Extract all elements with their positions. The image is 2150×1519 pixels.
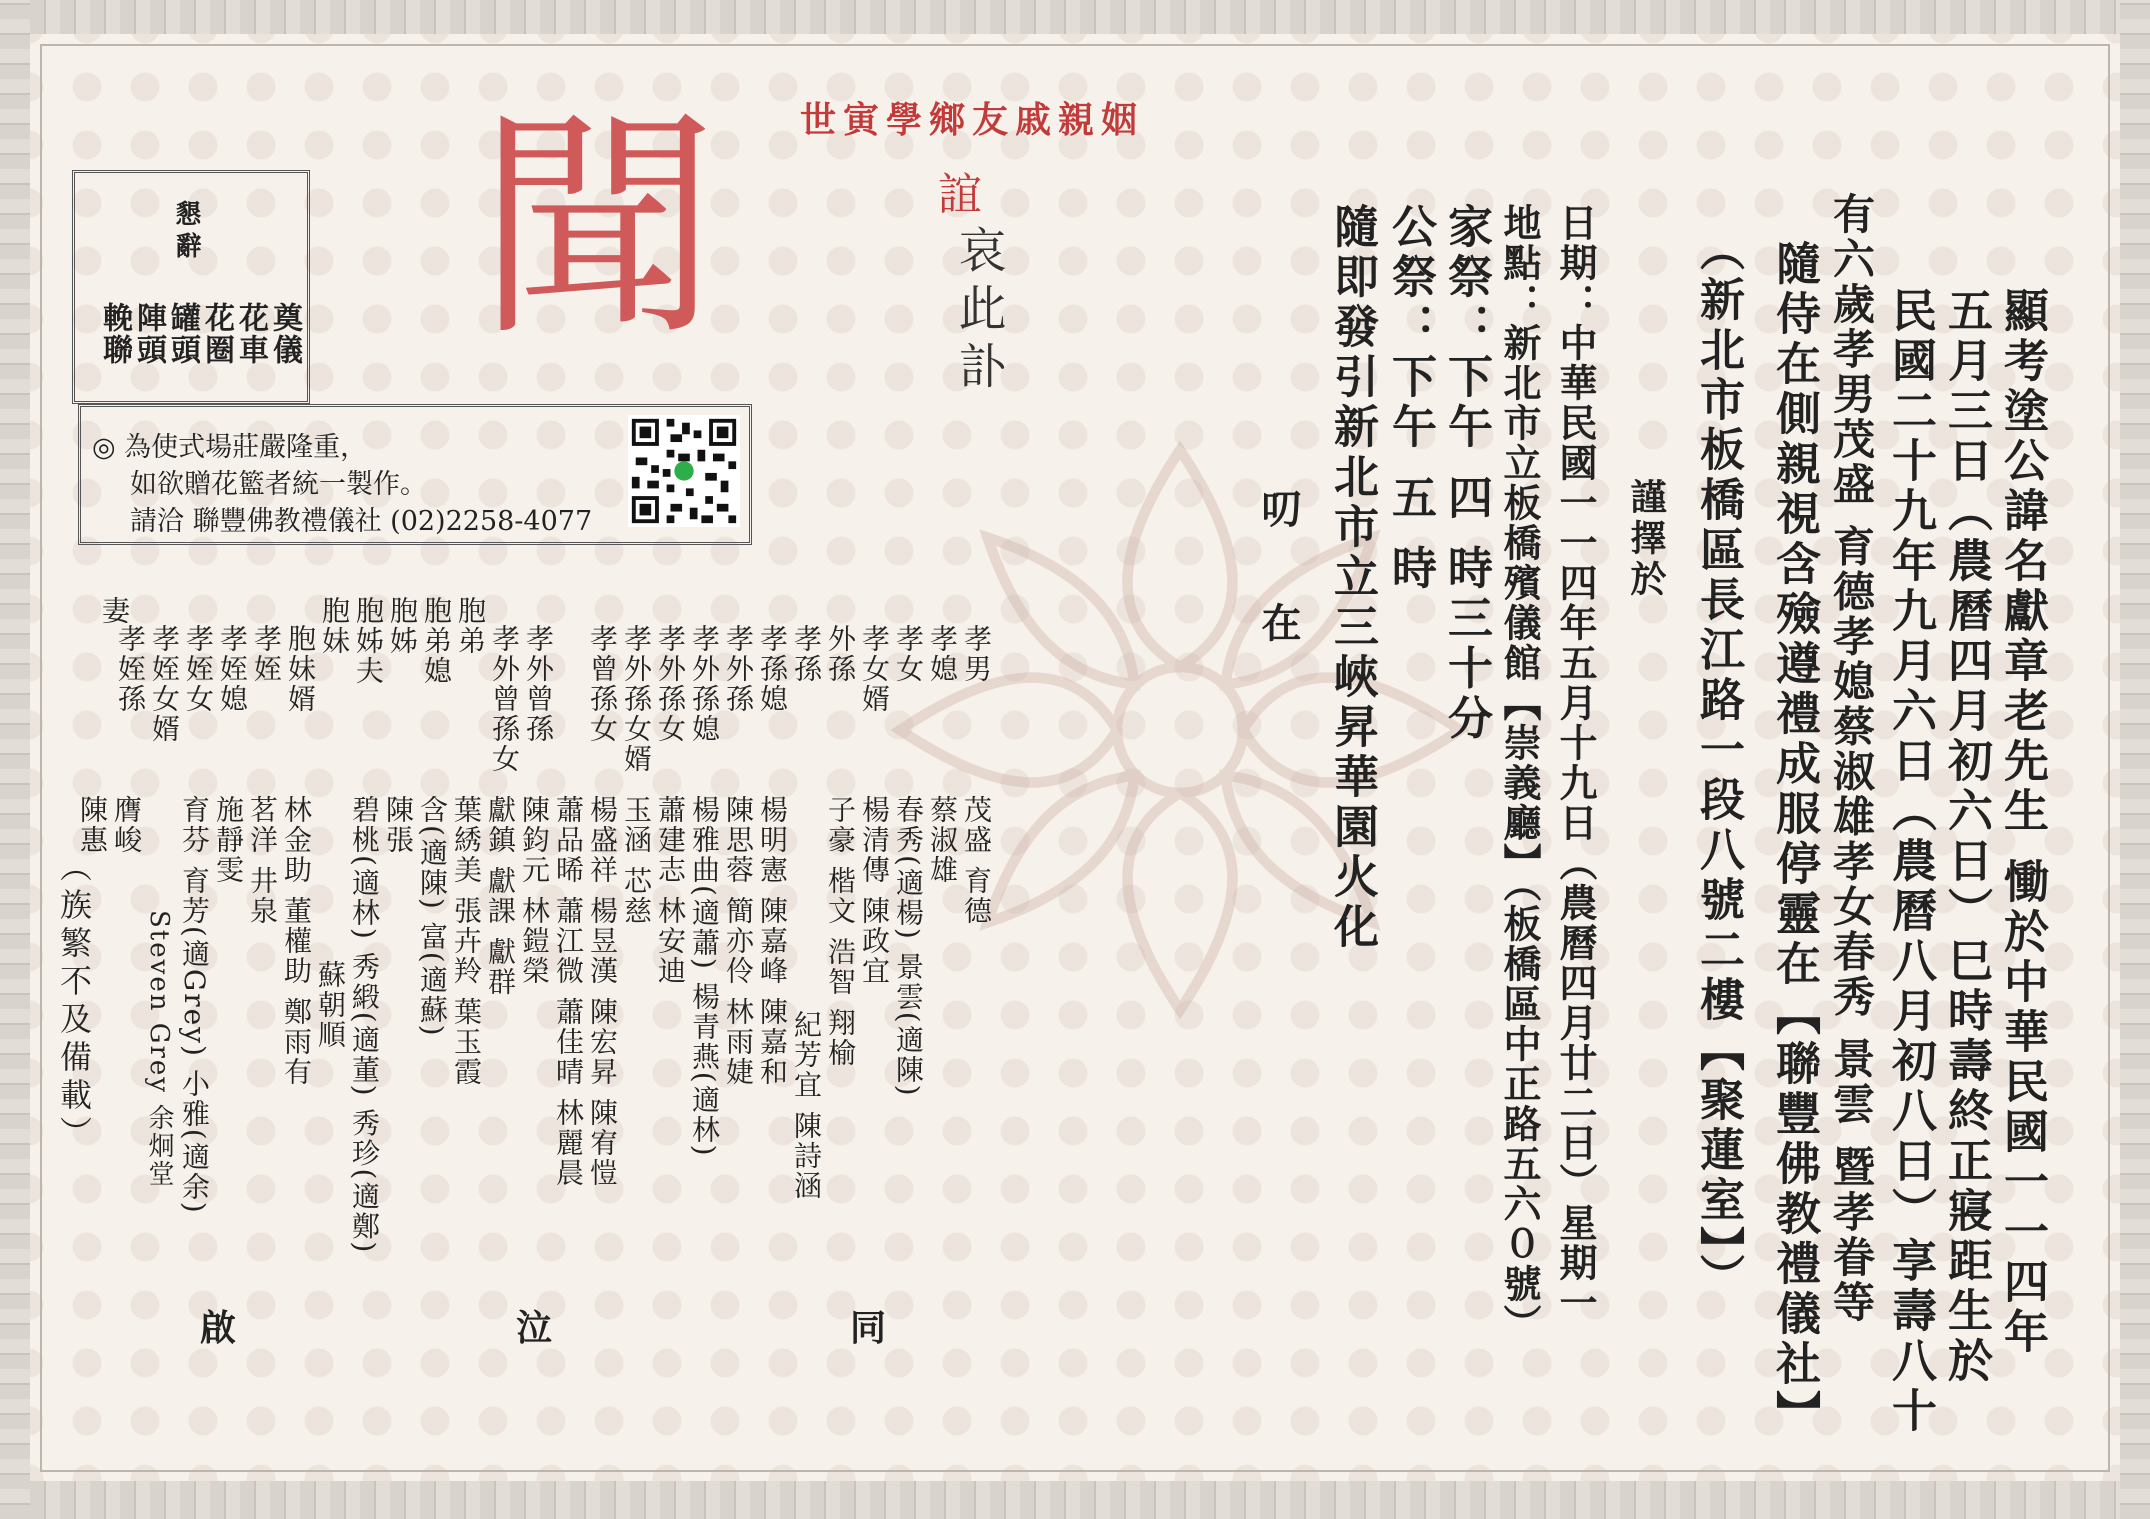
notice-line: ◎ 為使式場莊嚴隆重， (92, 432, 368, 463)
name-column: 楊清傳 陳政宜 (858, 795, 891, 986)
relation-label: 孝外孫女婿 (620, 624, 653, 774)
name-column: 碧桃(適林) 秀緞(適董) 秀珍(適鄭) (348, 795, 381, 1255)
name-column: 陳張 (382, 795, 415, 855)
name-column: 茗洋 井泉 (246, 795, 279, 926)
relation-label: 孝外孫女 (654, 624, 687, 744)
declines-heading: 懇辭 (171, 200, 201, 264)
main-text-col: 民國二十九年九月六日（農曆八月初八日）享壽八十 (1884, 287, 1937, 1437)
side-red-character: 誼 (938, 169, 982, 220)
side-title: 哀此訃 (950, 225, 1006, 399)
name-column: 紀芳宜 陳詩涵 (790, 1010, 823, 1201)
name-column: 含(適陳) 富(適蘇) (416, 795, 449, 1038)
cremation-line: 隨即發引新北市立三峽昇華園火化 (1326, 203, 1379, 953)
relation-label: 外孫 (824, 624, 857, 684)
relation-label: 孝姪女 (182, 624, 215, 714)
main-text-col: （新北市板橋區長江路一段八號二樓【聚蓮室】） (1692, 226, 1745, 1304)
relation-label: 孝曾孫女 (586, 624, 619, 744)
relation-label: 胞姊 (386, 596, 419, 656)
decline-item: 花車 (233, 302, 268, 366)
name-column: 育芬 育芳(適Grey) 小雅(適余) (178, 795, 211, 1215)
main-text-col: 隨侍在側親視含殮遵禮成服停靈在【聯豐佛教禮儀社】 (1768, 240, 1821, 1440)
left-border (0, 0, 30, 1519)
name-column: 春秀(適楊) 景雲(適陳) (892, 795, 925, 1098)
bottom-border (0, 1481, 2150, 1519)
relation-label: 妻 (98, 596, 131, 626)
name-column: Steven Grey 余炯堂 (144, 910, 174, 1189)
name-column: 獻鎮 獻課 獻群 (484, 795, 517, 997)
name-column: 蘇朝順 (314, 960, 347, 1050)
header-banner: 世寅學鄉友戚親姻 (800, 99, 1145, 141)
name-column: 膺峻 (110, 795, 143, 855)
chosen-text: 謹擇於 (1625, 478, 1667, 601)
family-rite-line: 家祭：下午 四 時三十分 (1440, 203, 1493, 745)
footer-qi: 啟 (200, 1307, 239, 1349)
name-column: 陳鈞元 林鎧榮 (518, 795, 551, 986)
relation-label: 孝外曾孫女 (488, 624, 521, 774)
name-column: 陳思蓉 簡亦伶 林雨婕 (722, 795, 755, 1087)
relation-label: 胞妹 (318, 596, 351, 656)
date-line: 日期：中華民國一一四年五月十九日（農曆四月廿二日）星期一 (1553, 203, 1598, 1323)
footer-weep: 泣 (516, 1307, 555, 1349)
name-column: 茂盛 育德 (960, 795, 993, 926)
relation-label: 孝姪孫 (114, 624, 147, 714)
relation-label: 孝女婿 (858, 624, 891, 714)
notice-line: 請洽 聯豐佛教禮儀社 (02)2258-4077 (130, 506, 593, 537)
relation-label: 孝外孫 (722, 624, 755, 714)
name-column: 蕭建志 林安迪 (654, 795, 687, 986)
family-note: （族繁不及備載） (55, 850, 93, 1154)
name-column: 蕭品晞 蕭江微 蕭佳晴 林麗晨 (552, 795, 585, 1188)
relation-label: 孝外孫媳 (688, 624, 721, 744)
name-column: 子豪 楷文 浩智 翔榆 (824, 795, 857, 1068)
place-line: 地點：新北市立板橋殯儀館【崇義廳】（板橋區中正路五六０號） (1497, 203, 1542, 1344)
decline-item: 奠儀 (267, 302, 302, 366)
relation-label: 孝姪媳 (216, 624, 249, 714)
decline-item: 花圈 (199, 302, 234, 366)
relation-label: 胞姊夫 (352, 596, 385, 686)
name-column: 楊明憲 陳嘉峰 陳嘉和 (756, 795, 789, 1087)
relation-label: 胞妹婿 (284, 624, 317, 714)
name-column: 陳惠 (76, 795, 109, 855)
main-text-col: 顯考塗公諱名獻章老先生 慟於中華民國一一四年 (1996, 287, 2049, 1358)
relation-label: 胞弟 (454, 596, 487, 656)
right-border (2120, 0, 2150, 1519)
public-rite-line: 公祭：下午 五 時 (1384, 203, 1437, 595)
decline-item: 罐頭 (165, 302, 200, 366)
notice-line: 如欲贈花籃者統一製作。 (130, 469, 427, 500)
relation-label: 胞弟媳 (420, 596, 453, 686)
closing-text: 叨 在 (1255, 488, 1302, 672)
relation-label: 孝外曾孫 (522, 624, 555, 744)
relation-label: 孝姪女婿 (148, 624, 181, 744)
relation-label: 孝媳 (926, 624, 959, 684)
relation-label: 孝孫 (790, 624, 823, 684)
decline-item: 輓聯 (97, 302, 132, 366)
name-column: 葉綉美 張卉羚 葉玉霞 (450, 795, 483, 1087)
name-column: 施靜雯 (212, 795, 245, 885)
name-column: 玉涵 芯慈 (620, 795, 653, 926)
top-border (0, 0, 2150, 34)
name-column: 蔡淑雄 (926, 795, 959, 885)
footer-tong: 同 (850, 1307, 889, 1349)
relation-label: 孝姪 (250, 624, 283, 684)
relation-label: 孝女 (892, 624, 925, 684)
main-text-col: 有六歲孝男茂盛 育德孝媳蔡淑雄孝女春秀 景雲 暨孝眷等 (1827, 192, 1876, 1325)
name-column: 楊雅曲(適蕭) 楊青燕(適林) (688, 795, 721, 1158)
big-wen-character: 聞 (478, 88, 719, 368)
decline-item: 陣頭 (131, 302, 166, 366)
name-column: 楊盛祥 楊昱漢 陳宏昇 陳宥愷 (586, 795, 619, 1188)
main-text-col: 五月三日（農曆四月初六日）巳時壽終正寢距生於 (1940, 287, 1993, 1387)
relation-label: 孝孫媳 (756, 624, 789, 714)
qr-code-icon (628, 415, 740, 527)
relation-label: 孝男 (960, 624, 993, 684)
name-column: 林金助 董權助 鄭雨有 (280, 795, 313, 1087)
